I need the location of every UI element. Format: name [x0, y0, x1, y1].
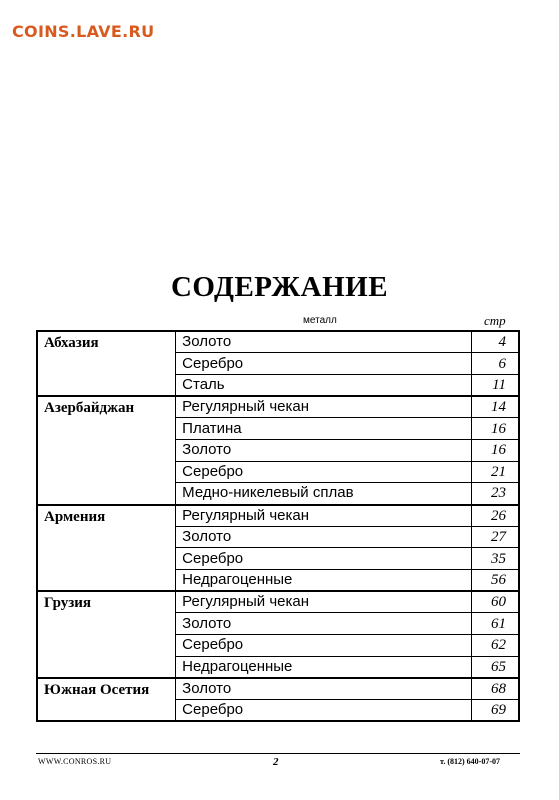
column-header-page: стр	[484, 313, 506, 328]
country-cell: Южная Осетия	[37, 678, 176, 721]
country-cell: Азербайджан	[37, 396, 176, 504]
metal-cell: Регулярный чекан	[176, 396, 471, 418]
metal-cell: Регулярный чекан	[176, 505, 471, 527]
metal-cell: Медно-никелевый сплав	[176, 483, 471, 505]
country-cell: Абхазия	[37, 331, 176, 396]
page-number-cell: 23	[471, 483, 519, 505]
page-number-cell: 16	[471, 418, 519, 440]
page-number-cell: 35	[471, 548, 519, 570]
page-number-cell: 69	[471, 700, 519, 722]
page-number-cell: 14	[471, 396, 519, 418]
page-number-cell: 61	[471, 613, 519, 635]
page-number-cell: 65	[471, 656, 519, 678]
metal-cell: Серебро	[176, 461, 471, 483]
metal-cell: Платина	[176, 418, 471, 440]
table-row	[37, 591, 519, 613]
table-row	[37, 505, 519, 527]
metal-cell: Недрагоценные	[176, 656, 471, 678]
metal-cell: Серебро	[176, 635, 471, 657]
metal-cell: Золото	[176, 526, 471, 548]
page-number-cell: 6	[471, 353, 519, 375]
column-header-metal: металл	[303, 315, 337, 326]
metal-cell: Золото	[176, 439, 471, 461]
metal-cell: Золото	[176, 678, 471, 700]
metal-cell: Серебро	[176, 353, 471, 375]
page-number-cell: 16	[471, 439, 519, 461]
contents-table	[36, 330, 520, 722]
metal-cell: Серебро	[176, 700, 471, 722]
page-number-cell: 60	[471, 591, 519, 613]
country-cell: Армения	[37, 505, 176, 592]
metal-cell: Золото	[176, 331, 471, 353]
page-number-cell: 21	[471, 461, 519, 483]
page-number-cell: 56	[471, 570, 519, 592]
footer-website: WWW.CONROS.RU	[38, 757, 112, 766]
page-title: СОДЕРЖАНИЕ	[170, 271, 389, 303]
page-number-cell: 27	[471, 526, 519, 548]
page-number-cell: 11	[471, 374, 519, 396]
country-cell: Грузия	[37, 591, 176, 678]
metal-cell: Регулярный чекан	[176, 591, 471, 613]
page-number-cell: 68	[471, 678, 519, 700]
watermark-logo: COINS.LAVE.RU	[12, 22, 155, 41]
contents-table-body	[37, 331, 519, 721]
metal-cell: Сталь	[176, 374, 471, 396]
page-number-cell: 4	[471, 331, 519, 353]
table-row	[37, 396, 519, 418]
metal-cell: Серебро	[176, 548, 471, 570]
page-number-cell: 26	[471, 505, 519, 527]
metal-cell: Золото	[176, 613, 471, 635]
footer-divider	[36, 753, 520, 754]
footer-phone: т. (812) 640-07-07	[440, 757, 500, 766]
table-row	[37, 678, 519, 700]
table-row	[37, 331, 519, 353]
page-number-cell: 62	[471, 635, 519, 657]
footer-page-number: 2	[273, 756, 279, 768]
metal-cell: Недрагоценные	[176, 570, 471, 592]
